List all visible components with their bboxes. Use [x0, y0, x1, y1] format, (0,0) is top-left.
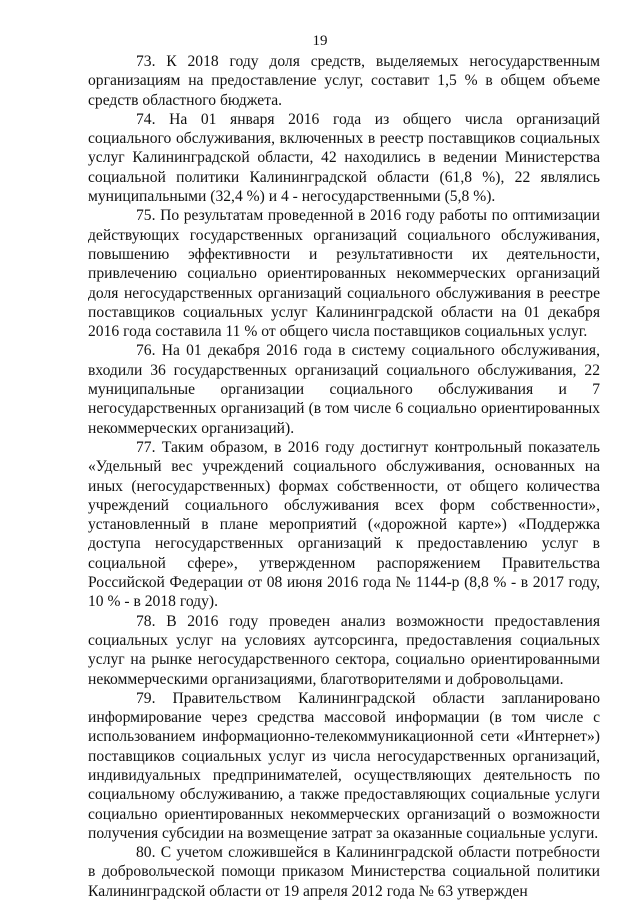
document-body	[88, 52, 600, 901]
page-number: 19	[312, 33, 328, 49]
paragraph-77: 77. Таким образом, в 2016 году достигнут контрольный показатель «Удельный вес учреждений социального обслуживания, основанных на иных (негосударственных) формах собственности, от общего количества учреждений социального обслуживания всех форм собственности», установленный в плане мероприятий («дорожной карте») «Поддержка доступа негосударственных организаций к предоставлению услуг в социальной сфере», утвержденном распоряжением Правительства Российской Федерации от 08 июня 2016 года № 1144-р (8,8 % - в 2017 году, 10 % - в 2018 году).	[88, 438, 600, 611]
paragraph-76: 76. На 01 декабря 2016 года в систему социального обслуживания, входили 36 государственных организаций социального обслуживания, 22 муниципальные организации социального обслуживания и 7 негосударственных организаций (в том числе 6 социально ориентированных некоммерческих организаций).	[88, 342, 600, 437]
paragraph-80: 80. С учетом сложившейся в Калининградской области потребности в добровольческой помощи приказом Министерства социальной политики Калининградской области от 19 апреля 2012 года № 63 утвержден	[88, 844, 600, 900]
paragraph-79: 79. Правительством Калининградской области запланировано информирование через средства массовой информации (в том числе с использованием информационно-телекоммуникационной сети «Интернет») поставщиков социальных услуг из числа негосударственных организаций, индивидуальных предпринимателей, осуществляющих деятельность по социальному обслуживанию, а также предоставляющих социальные услуги социально ориентированных некоммерческих организаций о возможности получения субсидии на возмещение затрат за оказанные социальные услуги.	[88, 689, 600, 842]
paragraph-78: 78. В 2016 году проведен анализ возможности предоставления социальных услуг на условиях аутсорсинга, предоставления социальных услуг на рынке негосударственного сектора, социально ориентированными некоммерческими организациями, благотворителями и добровольцами.	[88, 612, 600, 688]
paragraph-75: 75. По результатам проведенной в 2016 году работы по оптимизации действующих государственных организаций социального обслуживания, повышению эффективности и результативности их деятельности, привлечению социально ориентированных некоммерческих организаций доля негосударственных организаций социального обслуживания в реестре поставщиков социальных услуг Калининградской области на 01 декабря 2016 года составила 11 % от общего числа поставщиков социальных услуг.	[88, 207, 600, 341]
paragraph-74: 74. На 01 января 2016 года из общего числа организаций социального обслуживания, включенных в реестр поставщиков социальных услуг Калининградской области, 42 находились в ведении Министерства социальной политики Калининградской области (61,8 %), 22 являлись муниципальными (32,4 %) и 4 - негосударственными (5,8 %).	[88, 110, 600, 206]
paragraph-73: 73. К 2018 году доля средств, выделяемых негосударственным организациям на предоставление услуг, составит 1,5 % в общем объеме средств областного бюджета.	[88, 53, 600, 109]
